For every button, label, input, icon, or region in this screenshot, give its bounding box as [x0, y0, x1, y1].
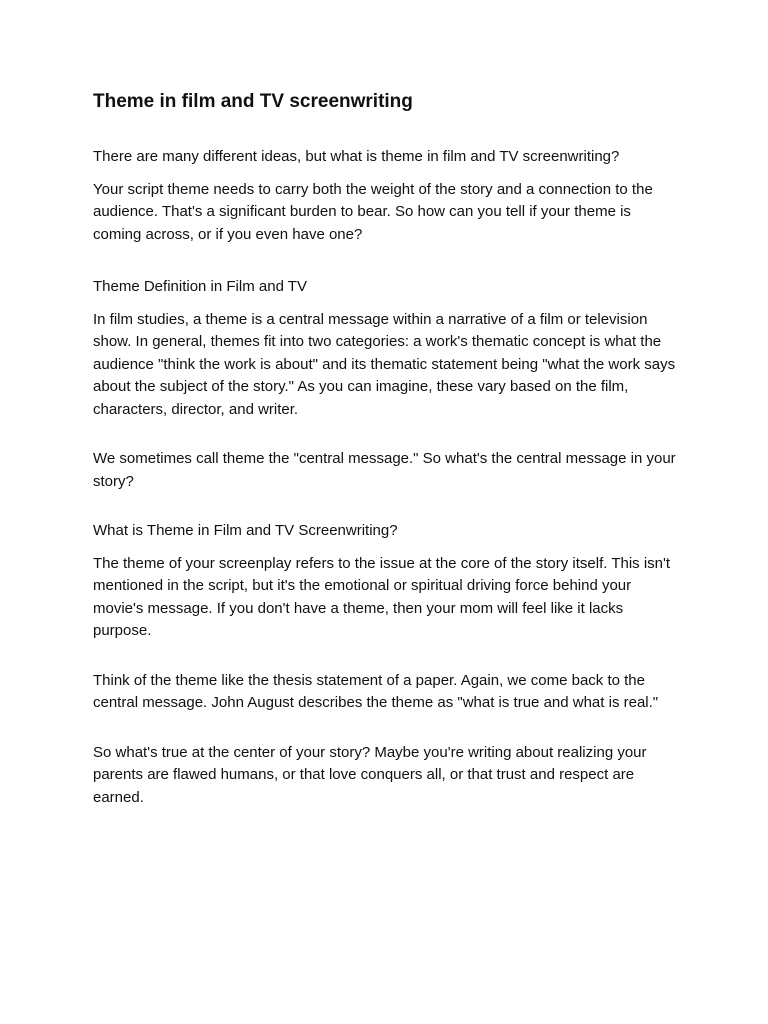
section-1-paragraph-1: In film studies, a theme is a central message within a narrative of a film or television show. In general, themes fit into two categories: a work's thematic concept is what the audience "think the work is about" and its thematic statement being "what the work says about the subject of the story." As you can imagine, these vary based on the film, characters, director, and writer. [93, 310, 676, 418]
intro-paragraph-2: Your script theme needs to carry both the weight of the story and a connection to the audience. That's a significant burden to bear. So how can you tell if your theme is coming across, or if you even have one? [93, 180, 653, 243]
section-1-paragraph-2: We sometimes call theme the "central message." So what's the central message in your story? [93, 450, 676, 490]
section-2-paragraph-3: So what's true at the center of your story? Maybe you're writing about realizing your parents are flawed humans, or that love conquers all, or that trust and respect are earned. [93, 743, 647, 806]
spacer [93, 715, 683, 742]
document-page [93, 88, 683, 809]
spacer [93, 299, 683, 309]
section-2-paragraph-1: The theme of your screenplay refers to the issue at the core of the story itself. This isn't mentioned in the script, but it's the emotional or spiritual driving force behind your movie's message. If you don't have a theme, then your mom will feel like it lacks purpose. [93, 554, 671, 639]
spacer [93, 246, 683, 276]
spacer [93, 493, 683, 520]
spacer [93, 543, 683, 553]
intro-paragraph-1: There are many different ideas, but what is theme in film and TV screenwriting? [93, 148, 620, 165]
document-title: Theme in film and TV screenwriting [93, 91, 413, 112]
section-1-heading: Theme Definition in Film and TV [93, 278, 307, 295]
section-2-paragraph-2: Think of the theme like the thesis statement of a paper. Again, we come back to the central message. John August describes the theme as "what is true and what is real." [93, 671, 659, 711]
spacer [93, 421, 683, 448]
spacer [93, 169, 683, 179]
spacer [93, 643, 683, 670]
section-2-heading: What is Theme in Film and TV Screenwriting? [93, 522, 398, 539]
